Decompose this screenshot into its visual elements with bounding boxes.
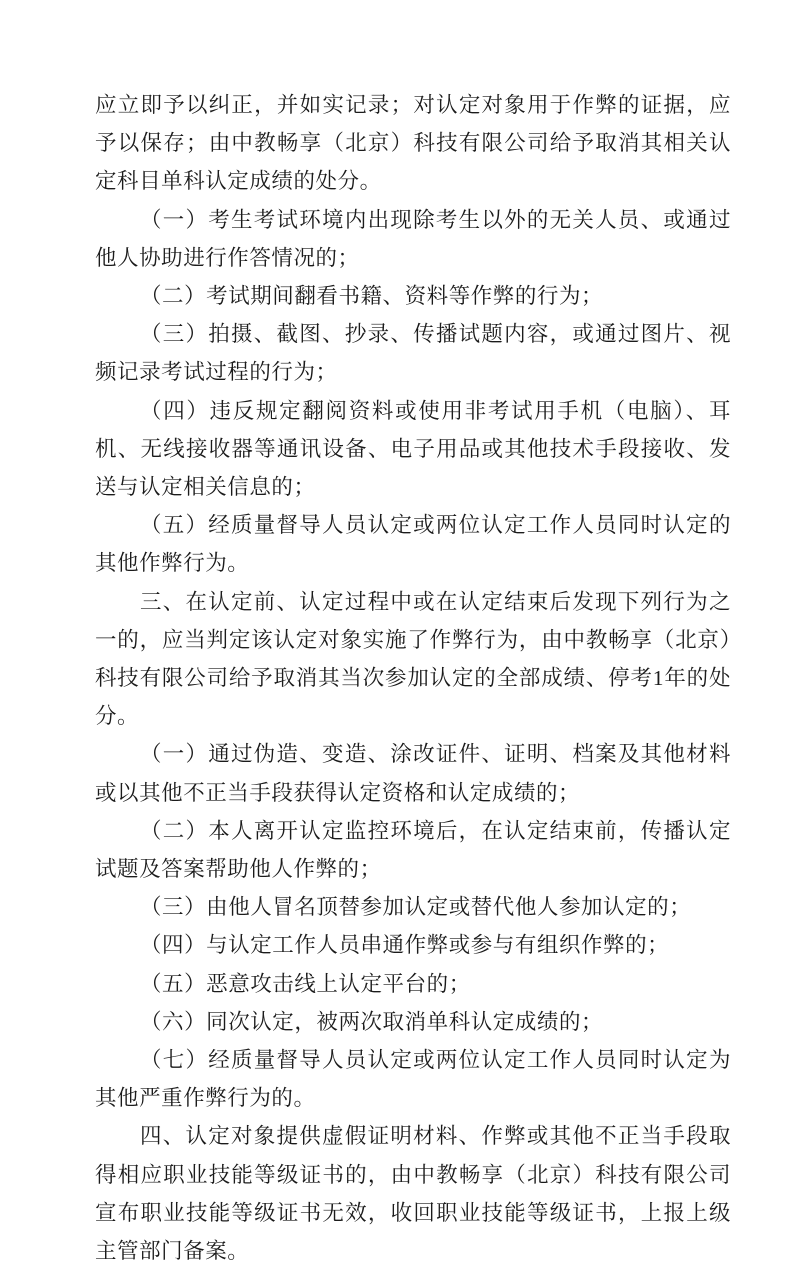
paragraph-item-2-1: （一）考生考试环境内出现除考生以外的无关人员、或通过他人协助进行作答情况的； <box>95 207 731 270</box>
document-text-body <box>95 86 731 1270</box>
paragraph-item-3-4: （四）与认定工作人员串通作弊或参与有组织作弊的； <box>140 933 670 958</box>
paragraph-item-2-3: （三）拍摄、截图、抄录、传播试题内容，或通过图片、视频记录考试过程的行为； <box>95 322 731 385</box>
paragraph-item-2-2: （二）考试期间翻看书籍、资料等作弊的行为； <box>140 284 604 309</box>
paragraph-item-3-1: （一）通过伪造、变造、涂改证件、证明、档案及其他材料或以其他不正当手段获得认定资格和认定成绩的； <box>95 742 731 805</box>
paragraph-continuation-cheating-evidence: 应立即予以纠正，并如实记录；对认定对象用于作弊的证据，应予以保存；由中教畅享（北京）科技有限公司给予取消其相关认定科目单科认定成绩的处分。 <box>95 93 731 194</box>
paragraph-item-2-5: （五）经质量督导人员认定或两位认定工作人员同时认定的其他作弊行为。 <box>95 513 731 576</box>
paragraph-item-3-3: （三）由他人冒名顶替参加认定或替代他人参加认定的； <box>140 895 692 920</box>
paragraph-item-3-7: （七）经质量督导人员认定或两位认定工作人员同时认定为其他严重作弊行为的。 <box>95 1048 731 1111</box>
paragraph-item-2-4: （四）违反规定翻阅资料或使用非考试用手机（电脑）、耳机、无线接收器等通讯设备、电子用品或其他技术手段接收、发送与认定相关信息的； <box>95 398 731 500</box>
paragraph-item-3-2: （二）本人离开认定监控环境后，在认定结束前，传播认定试题及答案帮助他人作弊的； <box>95 818 731 882</box>
paragraph-article-4: 四、认定对象提供虚假证明材料、作弊或其他不正当手段取得相应职业技能等级证书的，由中教畅享（北京）科技有限公司宣布职业技能等级证书无效，收回职业技能等级证书，上报上级主管部门备案。 <box>95 1124 731 1264</box>
paragraph-article-3: 三、在认定前、认定过程中或在认定结束后发现下列行为之一的，应当判定该认定对象实施了作弊行为，由中教畅享（北京）科技有限公司给予取消其当次参加认定的全部成绩、停考1年的处分。 <box>95 589 731 729</box>
paragraph-item-3-6: （六）同次认定，被两次取消单科认定成绩的； <box>140 1009 604 1034</box>
paragraph-item-3-5: （五）恶意攻击线上认定平台的； <box>140 971 471 996</box>
